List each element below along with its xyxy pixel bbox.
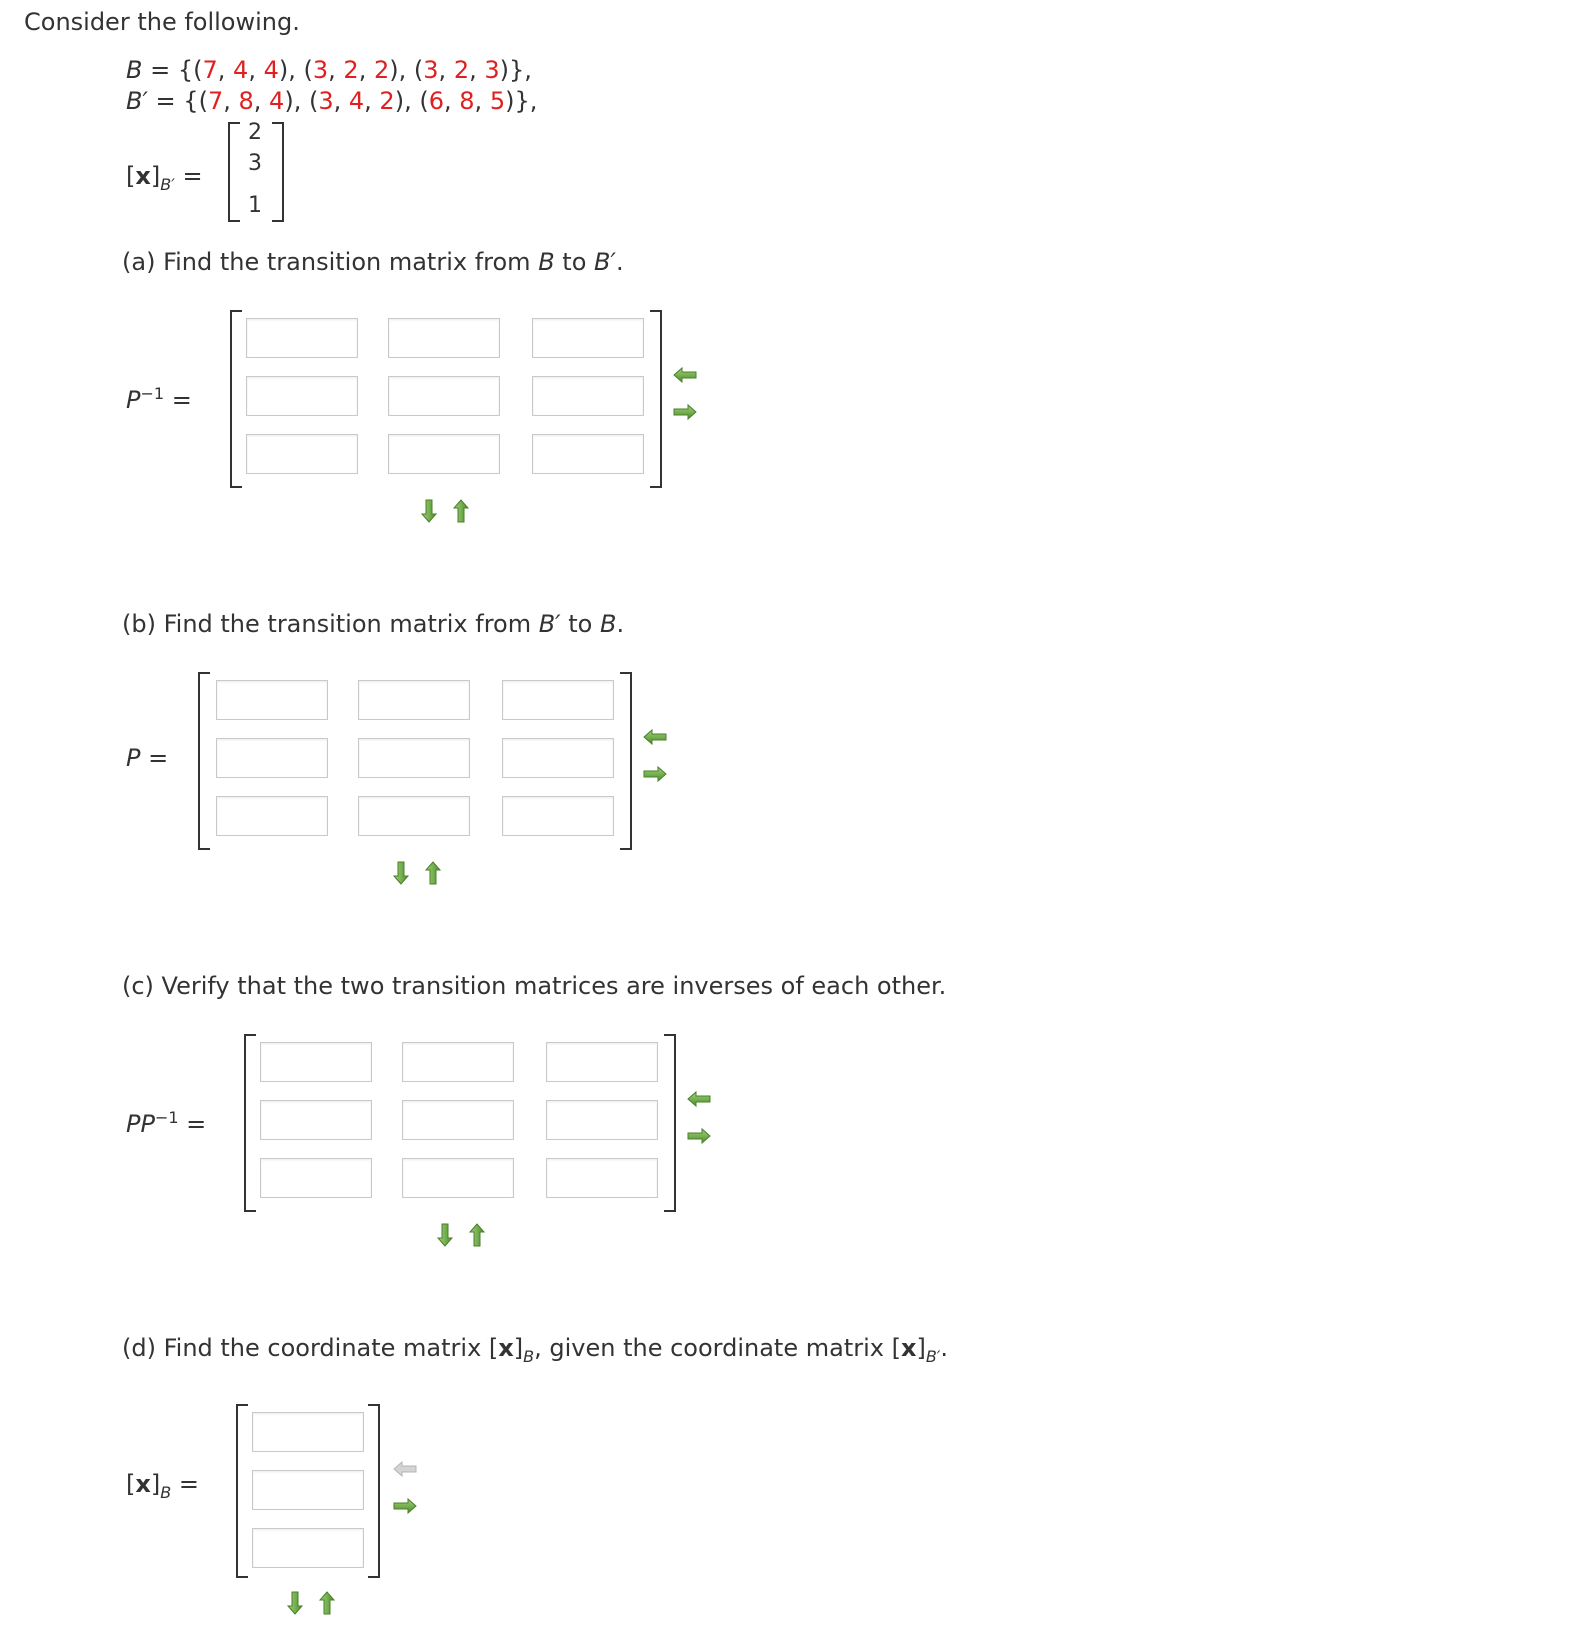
part-d-eq: =	[171, 1470, 199, 1498]
matrix-b-left-bracket	[198, 672, 210, 850]
part-a-v1: B	[538, 248, 555, 276]
part-d-sub1: B	[523, 1346, 535, 1366]
matrix-d-cell-2[interactable]	[252, 1470, 364, 1510]
part-a-label	[126, 384, 192, 414]
part-d-lopen: [	[126, 1470, 136, 1498]
part-d-label	[126, 1470, 199, 1502]
matrix-a-cell-3-3[interactable]	[532, 434, 644, 474]
matrix-c-cell-1-2[interactable]	[402, 1042, 514, 1082]
arrow-up-icon[interactable]	[464, 1222, 490, 1248]
vec-close: )	[394, 87, 405, 115]
part-c-prompt: (c) Verify that the two transition matrices are inverses of each other.	[122, 972, 947, 1000]
set-Bprime-label: B′	[126, 87, 148, 115]
Bp-v1-2: 8	[238, 87, 254, 115]
part-c-label	[126, 1108, 206, 1138]
arrow-right-icon[interactable]	[642, 761, 668, 787]
xBprime-val-3: 1	[248, 193, 262, 218]
vec-close: )	[284, 87, 294, 115]
arrow-right-icon[interactable]	[392, 1493, 418, 1519]
Bp-v2-3: 2	[379, 87, 395, 115]
matrix-c-cell-2-3[interactable]	[546, 1100, 658, 1140]
arrow-left-icon[interactable]	[672, 362, 698, 388]
B-v1-3: 4	[263, 56, 279, 84]
vec-open: (	[193, 56, 203, 84]
arrow-down-icon[interactable]	[432, 1222, 458, 1248]
arrow-right-icon[interactable]	[686, 1123, 712, 1149]
matrix-b-cell-3-2[interactable]	[358, 796, 470, 836]
B-v3-2: 2	[453, 56, 470, 84]
vec-close: )	[505, 87, 515, 115]
xBprime-sub: B′	[160, 174, 175, 194]
vec-close: )	[389, 56, 399, 84]
vec-open: (	[413, 56, 424, 84]
matrix-c-cell-2-1[interactable]	[260, 1100, 372, 1140]
part-b-v2: B	[600, 610, 617, 638]
arrow-down-icon[interactable]	[388, 860, 414, 886]
arrow-up-icon[interactable]	[420, 860, 446, 886]
given-right-bracket	[272, 122, 284, 222]
set-B-label: B	[126, 56, 143, 84]
matrix-a-cell-1-3[interactable]	[532, 318, 644, 358]
arrow-left-icon[interactable]	[642, 724, 668, 750]
vec-open: (	[303, 56, 313, 84]
part-d-mid2: , given the coordinate matrix [	[534, 1334, 901, 1362]
arrow-left-icon[interactable]	[686, 1086, 712, 1112]
B-v2-3: 2	[373, 56, 390, 84]
matrix-b-cell-3-1[interactable]	[216, 796, 328, 836]
B-v2-2: 2	[343, 56, 359, 84]
arrow-down-icon[interactable]	[416, 498, 442, 524]
part-a-eq: =	[164, 386, 192, 414]
matrix-a-cell-3-1[interactable]	[246, 434, 358, 474]
matrix-d-cell-1[interactable]	[252, 1412, 364, 1452]
matrix-a-left-bracket	[230, 310, 242, 488]
Bp-v3-3: 5	[489, 87, 506, 115]
arrow-right-icon[interactable]	[672, 399, 698, 425]
B-v3-3: 3	[484, 56, 500, 84]
part-b-v1: B′	[538, 610, 561, 638]
part-d-prompt	[122, 1334, 948, 1366]
part-d-mid1: ]	[513, 1334, 524, 1362]
Bp-v3-2: 8	[459, 87, 475, 115]
part-a-P: P	[126, 386, 141, 414]
matrix-b-cell-1-3[interactable]	[502, 680, 614, 720]
part-b-pre: (b) Find the transition matrix from	[122, 610, 539, 638]
part-d-pre: (d) Find the coordinate matrix [	[122, 1334, 499, 1362]
matrix-c-cell-3-1[interactable]	[260, 1158, 372, 1198]
set-B: B = {(7, 4, 4), (3, 2, 2), (3, 2, 3)},	[126, 56, 532, 84]
part-b-post: .	[616, 610, 625, 638]
matrix-a-cell-1-2[interactable]	[388, 318, 500, 358]
matrix-c-cell-3-2[interactable]	[402, 1158, 514, 1198]
matrix-c-cell-2-2[interactable]	[402, 1100, 514, 1140]
part-b-prompt	[122, 610, 624, 638]
vec-close: )	[278, 56, 289, 84]
part-d-mid3: ]	[916, 1334, 926, 1362]
part-c-sup: −1	[154, 1108, 179, 1127]
set-Bprime-end: },	[514, 87, 538, 115]
arrow-up-icon[interactable]	[314, 1590, 340, 1616]
intro-text: Consider the following.	[24, 8, 300, 36]
matrix-b-cell-3-3[interactable]	[502, 796, 614, 836]
set-Bprime-eq: = {	[147, 87, 199, 115]
part-d-lx: x	[135, 1470, 151, 1498]
part-a-pre: (a) Find the transition matrix from	[122, 248, 539, 276]
vec-open: (	[419, 87, 429, 115]
part-d-x2: x	[900, 1334, 917, 1362]
Bp-v1-3: 4	[269, 87, 285, 115]
matrix-b-cell-1-2[interactable]	[358, 680, 470, 720]
matrix-c-right-bracket	[664, 1034, 676, 1212]
xBprime-val-2: 3	[248, 151, 262, 176]
arrow-left-disabled-icon	[392, 1456, 418, 1482]
matrix-c-cell-1-3[interactable]	[546, 1042, 658, 1082]
part-b-label	[126, 744, 168, 772]
part-a-sup: −1	[140, 384, 165, 403]
matrix-a-cell-2-2[interactable]	[388, 376, 500, 416]
matrix-a-cell-2-3[interactable]	[532, 376, 644, 416]
set-Bprime: B′ = {(7, 8, 4), (3, 4, 2), (6, 8, 5)},	[126, 87, 538, 115]
matrix-c-cell-1-1[interactable]	[260, 1042, 372, 1082]
part-c-eq: =	[178, 1110, 207, 1138]
part-b-mid: to	[560, 610, 600, 638]
set-B-eq: = {	[142, 56, 194, 84]
part-b-eq: =	[140, 744, 169, 772]
part-d-lsub: B	[160, 1482, 172, 1502]
Bp-v2-2: 4	[348, 87, 365, 115]
Bp-v3-1: 6	[428, 87, 444, 115]
xBprime-eq: =	[174, 162, 203, 190]
vec-open: (	[308, 87, 319, 115]
set-B-end: },	[509, 56, 532, 84]
B-v1-1: 7	[202, 56, 218, 84]
matrix-d-left-bracket	[236, 1404, 248, 1578]
part-d-lclose: ]	[150, 1470, 161, 1498]
Bp-v1-1: 7	[207, 87, 224, 115]
vec-close: )	[499, 56, 510, 84]
B-v3-1: 3	[423, 56, 439, 84]
matrix-a-cell-2-1[interactable]	[246, 376, 358, 416]
part-a-post: .	[615, 248, 624, 276]
matrix-a-cell-1-1[interactable]	[246, 318, 358, 358]
matrix-b-cell-2-2[interactable]	[358, 738, 470, 778]
part-a-prompt	[122, 248, 624, 276]
matrix-b-cell-1-1[interactable]	[216, 680, 328, 720]
matrix-a-cell-3-2[interactable]	[388, 434, 500, 474]
arrow-up-icon[interactable]	[448, 498, 474, 524]
part-a-mid: to	[554, 248, 595, 276]
xBprime-label: $[x]_{B'}$ =	[126, 162, 203, 194]
matrix-a-right-bracket	[650, 310, 662, 488]
part-d-x1: x	[498, 1334, 514, 1362]
given-left-bracket	[228, 122, 240, 222]
part-b-P: P	[126, 744, 141, 772]
xBprime-val-1: 2	[248, 120, 262, 145]
part-a-v2: B′	[594, 248, 616, 276]
matrix-c-left-bracket	[244, 1034, 256, 1212]
Bp-v2-1: 3	[318, 87, 334, 115]
part-c-PP: PP	[126, 1110, 155, 1138]
matrix-d-cell-3[interactable]	[252, 1528, 364, 1568]
vec-open: (	[198, 87, 208, 115]
arrow-down-icon[interactable]	[282, 1590, 308, 1616]
matrix-b-right-bracket	[620, 672, 632, 850]
matrix-d-right-bracket	[368, 1404, 380, 1578]
B-v2-1: 3	[312, 56, 329, 84]
part-d-sub2: B′	[925, 1346, 941, 1366]
part-d-post: .	[940, 1334, 949, 1362]
matrix-b-cell-2-1[interactable]	[216, 738, 328, 778]
B-v1-2: 4	[233, 56, 249, 84]
matrix-b-cell-2-3[interactable]	[502, 738, 614, 778]
matrix-c-cell-3-3[interactable]	[546, 1158, 658, 1198]
x-bold: x	[135, 162, 151, 190]
